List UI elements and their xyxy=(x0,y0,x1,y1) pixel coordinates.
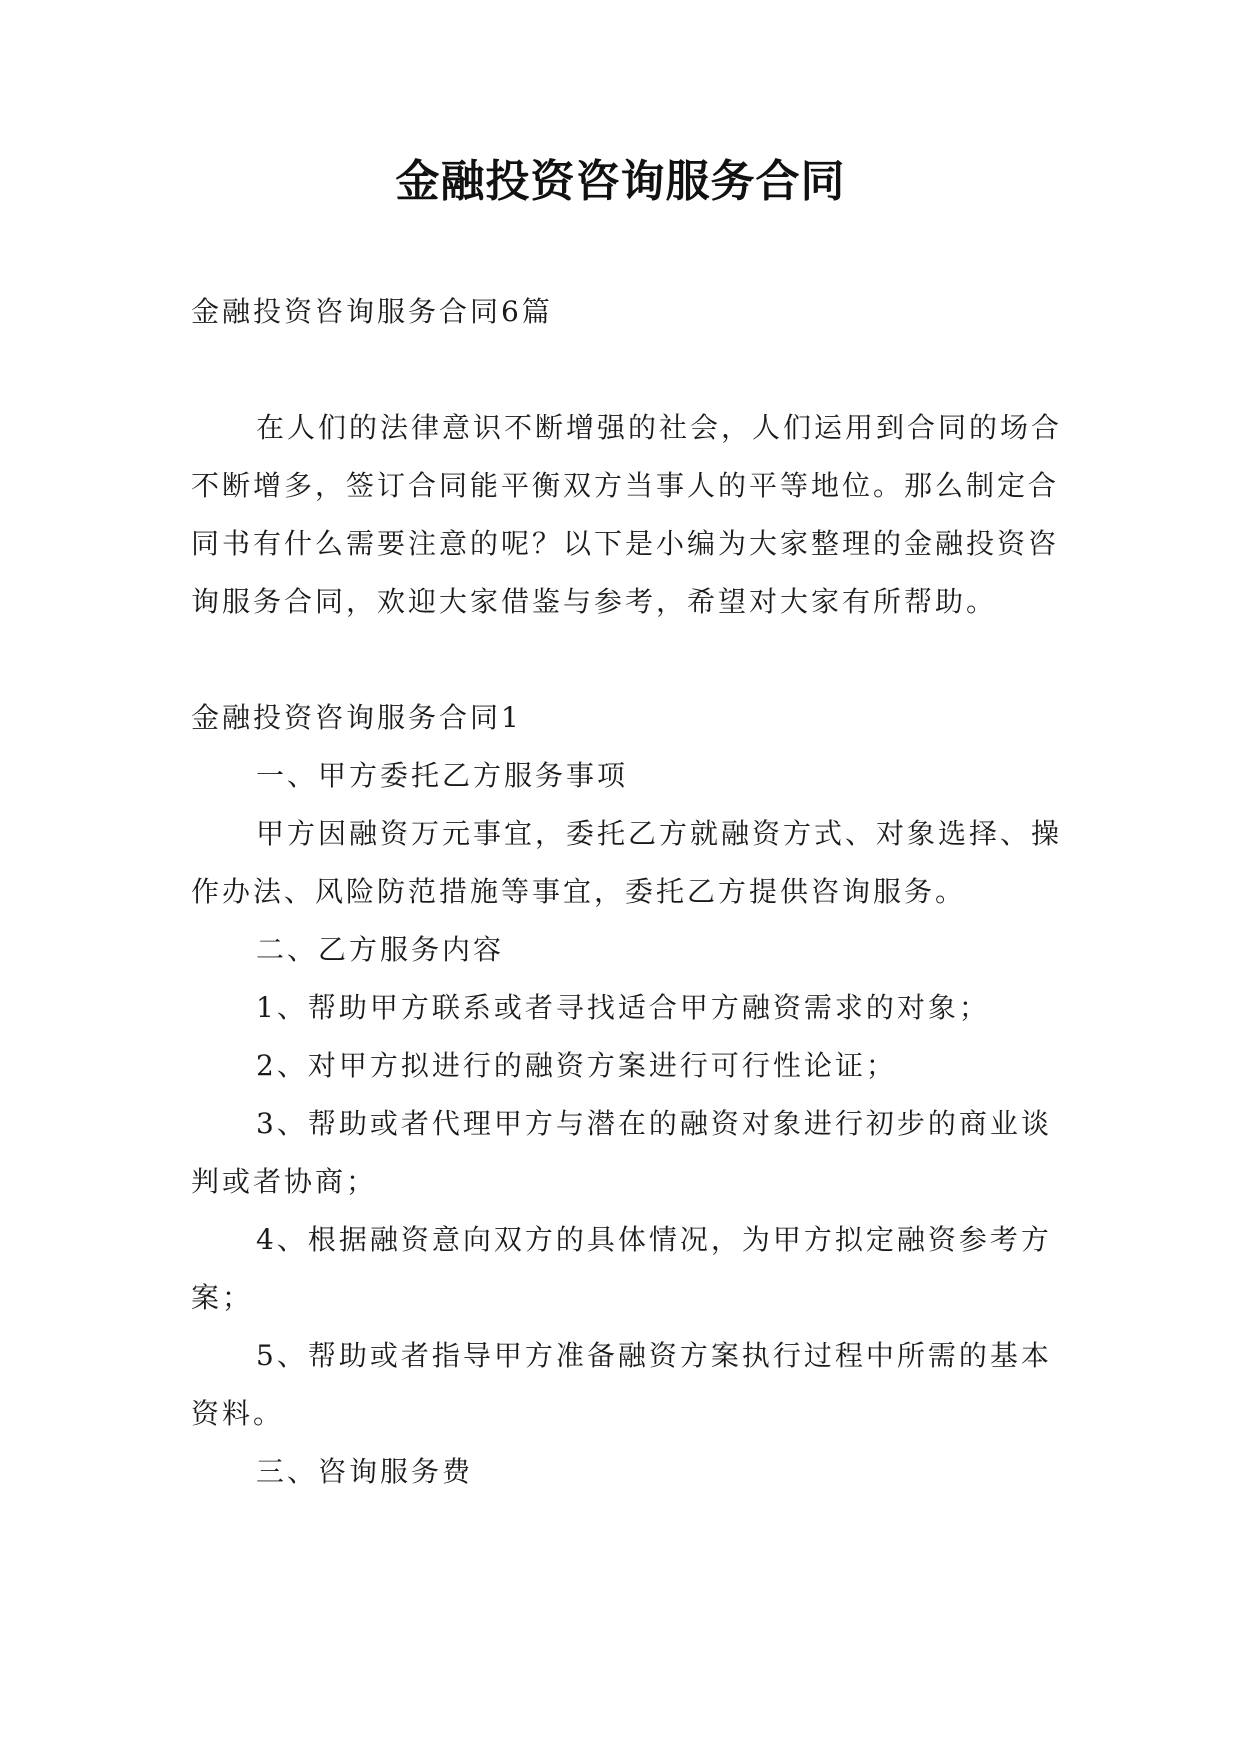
clause-paragraph: 甲方因融资万元事宜，委托乙方就融资方式、对象选择、操作办法、风险防范措施等事宜，委托乙方提供咨询服务。 xyxy=(191,817,1063,908)
document-body xyxy=(191,283,1071,1501)
clause-heading: 二、乙方服务内容 xyxy=(256,933,505,966)
list-item: 3、帮助或者代理甲方与潜在的融资对象进行初步的商业谈判或者协商； xyxy=(191,1107,1052,1198)
document-subtitle: 金融投资咨询服务合同6篇 xyxy=(191,295,553,328)
intro-paragraph: 在人们的法律意识不断增强的社会，人们运用到合同的场合不断增多，签订合同能平衡双方当事人的平等地位。那么制定合同书有什么需要注意的呢？以下是小编为大家整理的金融投资咨询服务合同，欢迎大家借鉴与参考，希望对大家有所帮助。 xyxy=(191,411,1063,618)
document-title: 金融投资咨询服务合同 xyxy=(395,156,846,207)
list-item: 5、帮助或者指导甲方准备融资方案执行过程中所需的基本资料。 xyxy=(191,1339,1052,1430)
section-heading: 金融投资咨询服务合同1 xyxy=(191,701,522,734)
list-item: 4、根据融资意向双方的具体情况，为甲方拟定融资参考方案； xyxy=(191,1223,1052,1314)
clause-heading: 三、咨询服务费 xyxy=(256,1455,474,1488)
list-item: 2、对甲方拟进行的融资方案进行可行性论证； xyxy=(256,1049,897,1082)
clause-heading: 一、甲方委托乙方服务事项 xyxy=(256,759,629,792)
list-item: 1、帮助甲方联系或者寻找适合甲方融资需求的对象； xyxy=(256,991,990,1024)
